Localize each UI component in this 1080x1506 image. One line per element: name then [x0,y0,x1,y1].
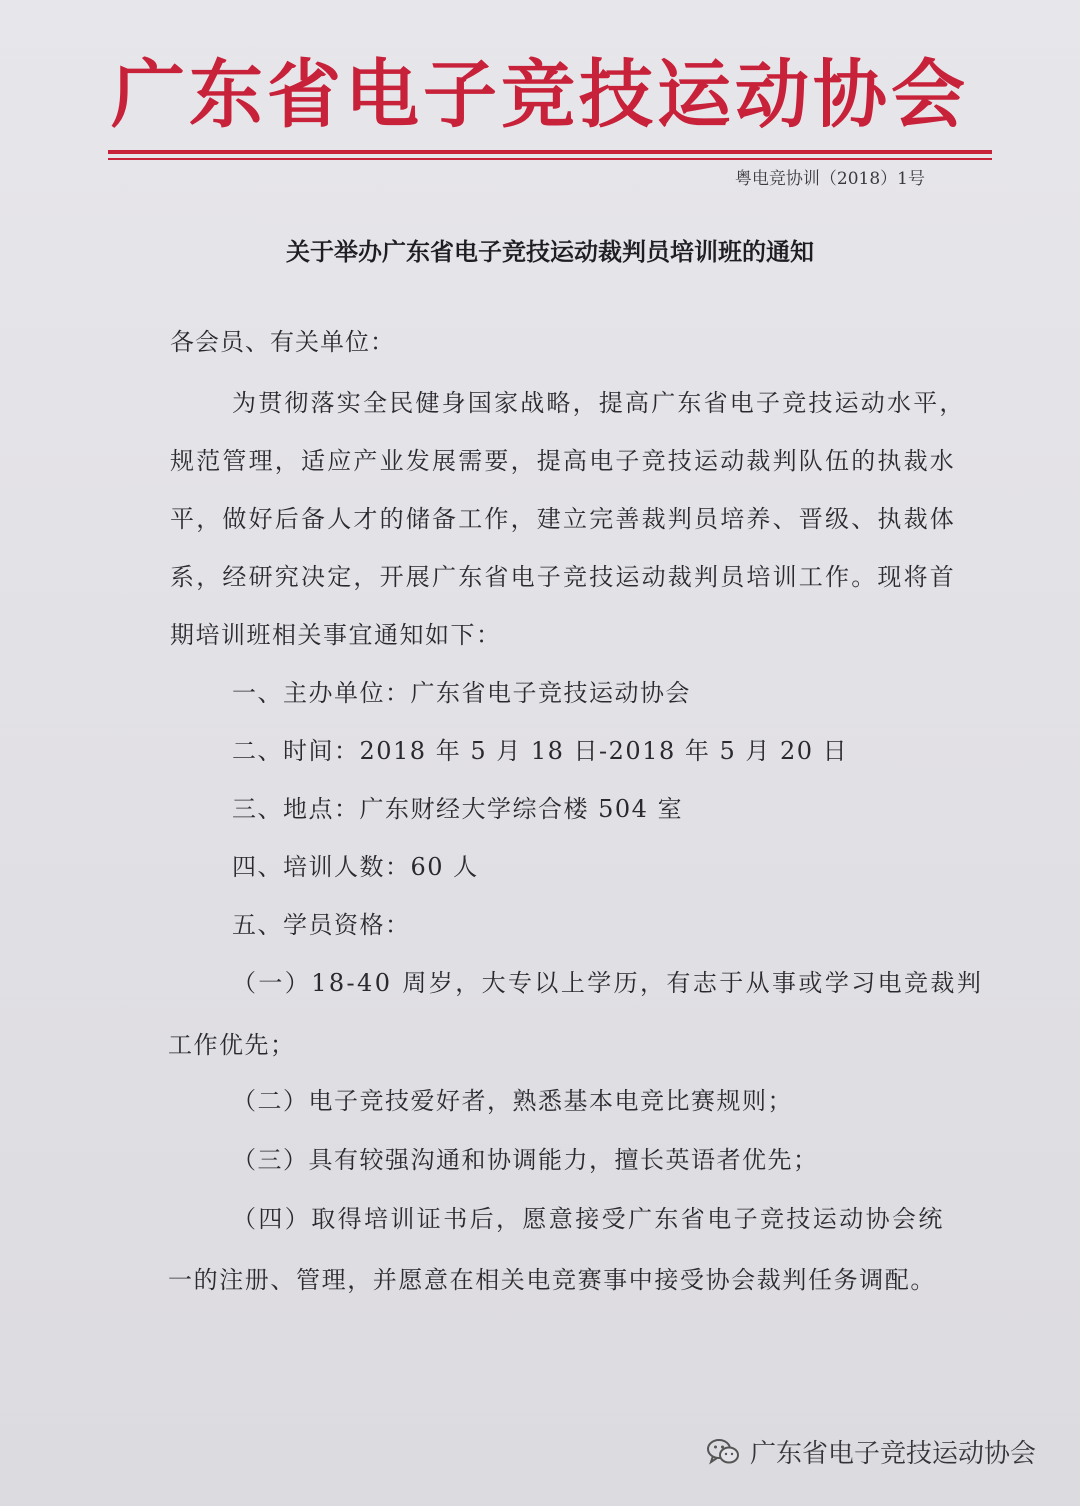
wechat-icon [706,1437,740,1467]
notice-title: 关于举办广东省电子竞技运动裁判员培训班的通知 [286,238,814,266]
section-organizer: 一、主办单位：广东省电子竞技运动协会 [232,679,691,707]
salutation: 各会员、有关单位： [170,328,395,356]
body-line: 系，经研究决定，开展广东省电子竞技运动裁判员培训工作。现将首 [170,563,956,591]
qualification-item: （一）18-40 周岁，大专以上学历，有志于从事或学习电竞裁判 [232,969,984,997]
qualification-item: （二）电子竞技爱好者，熟悉基本电竞比赛规则； [232,1087,793,1115]
section-time: 二、时间：2018 年 5 月 18 日-2018 年 5 月 20 日 [232,737,849,765]
qualification-item: （三）具有较强沟通和协调能力，擅长英语者优先； [232,1146,819,1174]
qualification-item: （四）取得培训证书后，愿意接受广东省电子竞技运动协会统 [232,1205,945,1233]
body-line: 规范管理，适应产业发展需要，提高电子竞技运动裁判队伍的执裁水 [170,447,956,475]
section-location: 三、地点：广东财经大学综合楼 504 室 [232,795,684,823]
letterhead-rule-thin [108,158,992,160]
letterhead-rule-thick [108,150,992,154]
body-line: 平，做好后备人才的储备工作，建立完善裁判员培养、晋级、执裁体 [170,505,956,533]
document-number: 粤电竞协训（2018）1号 [734,169,925,189]
qualification-item-cont: 一的注册、管理，并愿意在相关电竞赛事中接受协会裁判任务调配。 [168,1266,936,1294]
body-line: 期培训班相关事宜通知如下： [170,621,502,649]
wechat-watermark [706,1433,1036,1470]
qualification-item-cont: 工作优先； [168,1031,296,1059]
section-qualifications: 五、学员资格： [232,911,411,939]
body-line: 为贯彻落实全民健身国家战略，提高广东省电子竞技运动水平， [232,389,966,417]
watermark-text: 广东省电子竞技运动协会 [750,1439,1037,1469]
section-headcount: 四、培训人数：60 人 [232,853,479,881]
letterhead-title: 广东省电子竞技运动协会 [111,52,969,138]
